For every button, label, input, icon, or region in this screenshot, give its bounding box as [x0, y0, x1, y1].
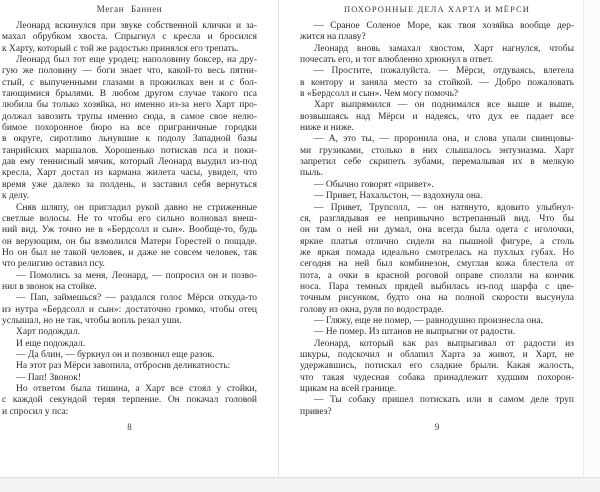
text-line: Харт подождал.: [16, 327, 80, 338]
text-line: пота, а очки в красной роговой оправе сползли на кончик: [300, 270, 574, 281]
text-line: Леонард вскинулся при звуке собственной клички и за-: [16, 21, 257, 31]
text-line: Сняв шляпу, он пригладил рукой давно не стриженные: [16, 202, 257, 213]
text-line: нил в звонок на стойке.: [2, 281, 97, 292]
left-page-body: [2, 21, 257, 418]
text-line: — Пап, займешься? — раздался голос Мёрси откуда-то: [16, 293, 257, 304]
right-page-header: ПОХОРОННЫЕ ДЕЛА ХАРТА И МЁРСИ: [343, 4, 531, 14]
text-line: — Гляжу, еще не помер, — равнодушно произнесла она.: [314, 315, 543, 326]
text-line: и спросил у пса:: [2, 406, 69, 417]
text-line: ся, разглядывая ее непривычно встрепанный вид. Что бы: [300, 213, 574, 224]
text-line: махал обрубком хвоста. Спрыгнул с кресла и бросился: [2, 32, 257, 43]
text-line: яркие платья отлично сидели на пышной фигуре, а столь: [300, 236, 574, 247]
paragraph: [2, 203, 257, 271]
text-line: пыль.: [300, 168, 323, 179]
paragraph: [2, 373, 257, 384]
text-line: в «Бердсолл и сын». Чем могу помочь?: [300, 89, 459, 100]
text-line: что религию оставил псу.: [2, 259, 105, 270]
text-line: Харт выпрямился — он поднимался все выше и выше,: [314, 100, 574, 111]
text-line: услышал, но не так, чтобы вопль резал уши.: [2, 315, 182, 326]
paragraph: [2, 361, 257, 372]
left-page-header: Меган Баннен: [96, 4, 163, 14]
text-line: И еще подождал.: [16, 338, 86, 349]
text-line: время уже далеко за полдень, и заставил себя вернуться: [2, 179, 257, 190]
text-line: с каждой секундой теряя терпение. Он покачал головой: [2, 395, 257, 406]
paragraph: [2, 55, 257, 202]
text-line: в контору и заняла место за стойкой. — Добро пожаловать: [300, 77, 574, 88]
paragraph: [300, 203, 574, 316]
paragraph: [2, 339, 257, 350]
text-line: — Не помер. Из штанов не выпрыгни от радости.: [314, 327, 516, 338]
text-line: любила бы только хозяйка, но именно из-за него Харт про-: [2, 100, 257, 111]
left-page-number: 8: [127, 422, 132, 433]
paragraph: [300, 134, 574, 179]
text-line: ниже и ниже.: [300, 123, 354, 134]
paragraph: [300, 395, 574, 418]
text-line: стый, с выпученными глазами в прожилках вен и с бол-: [2, 77, 257, 88]
paragraph: [300, 21, 574, 44]
text-line: светлые волосы. Не то чтобы его сильно волновал внеш-: [2, 213, 257, 224]
text-line: — Сраное Соленое Море, как твоя хозяйка вообще дер-: [314, 21, 574, 31]
paragraph: [300, 327, 574, 338]
paragraph: [2, 271, 257, 294]
paragraph: [2, 293, 257, 327]
text-line: дав ему теннисный мячик, который Леонард выудил из-под: [2, 157, 257, 168]
text-line: Леонард был тот еще уродец: наполовину боксер, на дру-: [16, 55, 257, 66]
paragraph: [300, 316, 574, 327]
paragraph: [300, 339, 574, 396]
right-page-body: [300, 21, 574, 418]
text-line: в округе, сиротливо льнувшие к подолу Западной базы: [2, 134, 257, 145]
paragraph: [2, 384, 257, 418]
text-line: сегодня на ней был комбинезон, смуглая кожа блестела от: [300, 259, 574, 270]
text-line: Но он был не такой человек, и даже не совсем человек, так: [2, 247, 257, 258]
text-line: к делу.: [2, 191, 29, 202]
text-line: танрийских маршалов. Хорошенько потискав пса и поки-: [2, 145, 257, 156]
text-line: — Помолись за меня, Леонард, — попросил он и позво-: [16, 270, 257, 281]
paragraph: [300, 180, 574, 191]
paragraph: [300, 191, 574, 202]
text-line: На этот раз Мёрси завопила, отбросив деликатность:: [16, 361, 231, 372]
text-line: он там о ней ни думал, она всегда была одета с иголочки,: [300, 225, 574, 236]
text-line: — Привет, Трупсолл, — он натянуто, ядовито улыбнул-: [314, 202, 574, 213]
text-line: должал завозить трупы именно сюда, в самое свое нелю-: [2, 111, 257, 122]
text-line: — Простите, пожалуйста. — Мёрси, отдуваясь, влетела: [314, 66, 574, 77]
text-line: носа. Пара темных прядей выбилась из-под шарфа с цве-: [300, 281, 574, 292]
text-line: кресла, Харт достал из кармана жилета часы, увидел, что: [2, 168, 257, 179]
left-page: [0, 0, 278, 477]
text-line: ний вид. Уж точно не в «Бердсолл и сын». Вообще-то, будь: [2, 225, 257, 236]
text-line: ми грузиками, столько в них слышалось энтузиазма. Харт: [300, 145, 574, 156]
text-line: из нутра «Бердсолл и сын»: достаточно громко, чтобы отец: [2, 304, 257, 315]
text-line: удержавшись, потискал его сладкие брыли. Какая жалость,: [300, 361, 574, 372]
text-line: к Харту, который с той же радостью принялся его трепать.: [2, 43, 239, 54]
text-line: — А, это ты, — проронила она, и слова упали свинцовы-: [314, 134, 574, 145]
paragraph: [300, 44, 574, 67]
paragraph: [2, 327, 257, 338]
text-line: возвышаясь над Мёрси и надеясь, что дух ее падает все: [300, 111, 574, 122]
text-line: Леонард вновь замахал хвостом, Харт нагнулся, чтобы: [314, 43, 574, 54]
text-line: точным рисунком, будто она на полной скорости высунула: [300, 293, 574, 304]
text-line: что такая чудесная собака принадлежит худшим похорон-: [300, 372, 574, 383]
paragraph: [300, 66, 574, 100]
paragraph: [300, 100, 574, 134]
text-line: тающимися брылями. В любом другом случае такого пса: [2, 89, 257, 100]
text-line: шкуры, подскочил и облапил Харта за живот, и Харт, не: [300, 349, 574, 360]
text-line: Но ответом была тишина, а Харт все стоял у стойки,: [16, 384, 257, 394]
text-line: Леонард, который как раз выпрыгивал от радости из: [314, 338, 574, 349]
text-line: — Обычно говорят «привет».: [314, 179, 434, 190]
text-line: гую же половину — боги знает что, какой-то весь пятни-: [2, 66, 257, 77]
text-line: он верующим, он бы взмолился Матери Горестей о пощаде.: [2, 236, 257, 247]
text-line: запретил себе скрипеть зубами, перемалывая их в мелкую: [300, 157, 574, 168]
text-line: — Пап! Звонок!: [16, 372, 81, 383]
paragraph: [2, 21, 257, 55]
text-line: — Да блин, — буркнул он и позвонил еще разок.: [16, 349, 215, 360]
text-line: жится на плаву?: [300, 32, 366, 43]
text-line: бимое похоронное бюро на все приграничные городки: [2, 123, 257, 134]
page-right-edge: [583, 0, 600, 477]
text-line: голову из окна, руля по водостраде.: [300, 304, 444, 315]
right-page-number: 9: [434, 422, 440, 433]
text-line: привез?: [300, 406, 332, 417]
text-line: почесать его, и тот влюбленно хрюкнул в ответ.: [300, 55, 493, 66]
text-line: — Ты собаку пришел потискать или в самом деле труп: [314, 395, 574, 406]
paragraph: [2, 350, 257, 361]
text-line: же яркая помада идеально смотрелась на пухлых губах. Но: [300, 247, 574, 258]
book-bottom-edge: [0, 477, 600, 492]
text-line: — Привет, Нахальстон, — вздохнула она.: [314, 191, 483, 202]
right-page: [279, 0, 583, 477]
text-line: щикам на всей границе.: [300, 384, 397, 394]
